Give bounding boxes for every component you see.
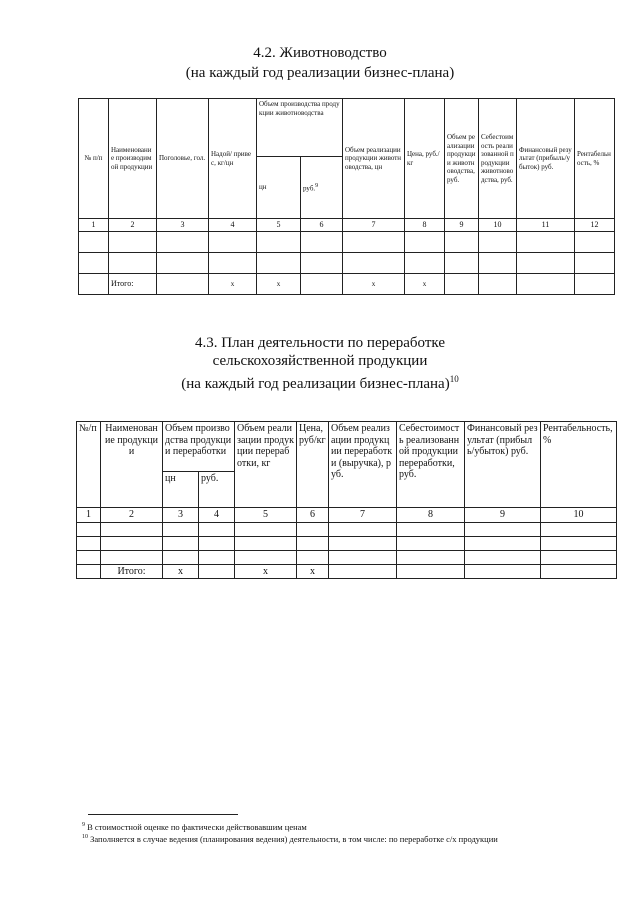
header-production-volume: Объем производства продукции животноводства (257, 99, 343, 157)
x-mark: х (257, 274, 301, 295)
x-mark: х (343, 274, 405, 295)
x-mark: х (163, 564, 199, 579)
header-price: Цена, руб./кг (405, 99, 445, 219)
footnote-9-mark: 9 (82, 822, 85, 828)
footnote-separator (88, 814, 238, 815)
header-fin-result: Финансовый результат (прибыль/убыток) руб. (465, 422, 541, 508)
table-row (79, 232, 615, 253)
x-mark: х (405, 274, 445, 295)
col-num: 12 (575, 219, 615, 232)
col-num: 8 (397, 508, 465, 523)
header-head-count: Поголовье, гол. (157, 99, 209, 219)
col-num: 3 (157, 219, 209, 232)
col-num: 5 (235, 508, 297, 523)
section-4-3-title-line2: сельскохозяйственной продукции (212, 353, 428, 369)
col-num: 5 (257, 219, 301, 232)
header-volume-rub-label: руб. (303, 184, 316, 193)
total-row (79, 274, 615, 295)
col-num: 4 (199, 508, 235, 523)
header-sales-rub: Объем реализации продукции переработки (выручка), руб. (329, 422, 397, 508)
col-num: 7 (343, 219, 405, 232)
col-num: 7 (329, 508, 397, 523)
table-row (79, 253, 615, 274)
header-volume-cn: цн (163, 472, 199, 508)
header-name: Наименование производимой продукции (109, 99, 157, 219)
x-mark: х (235, 564, 297, 579)
col-num: 2 (109, 219, 157, 232)
footnote-9-text: В стоимостной оценке по фактически действовавшим ценам (85, 821, 307, 832)
footnote-9-ref: 9 (315, 183, 319, 190)
x-mark: х (297, 564, 329, 579)
total-row (77, 564, 617, 579)
footnote-10-mark: 10 (82, 834, 88, 840)
col-num: 10 (541, 508, 617, 523)
total-label: Итого: (109, 274, 157, 295)
footnote-9 (82, 820, 307, 832)
section-4-2-subtitle: (на каждый год реализации бизнес-плана) (185, 65, 455, 81)
header-cost: Себестоимость реализованной продукции переработки, руб. (397, 422, 465, 508)
header-yield: Надой/ привес, кг/цн (209, 99, 257, 219)
col-num: 3 (163, 508, 199, 523)
header-name: Наименование продукции (101, 422, 163, 508)
section-4-3-title-line3 (0, 370, 640, 393)
header-profitability: Рентабельность, % (575, 99, 615, 219)
footnote-10-text: Заполняется в случае ведения (планирования ведения) деятельности, в том числе: по переработке с/х продукции (88, 833, 498, 844)
col-num: 6 (301, 219, 343, 232)
header-sales-rub: Объем реализации продукции животноводства, руб. (445, 99, 479, 219)
header-num: № п/п (79, 99, 109, 219)
table-row (77, 536, 617, 550)
section-4-3-title-text: (на каждый год реализации бизнес-плана) (181, 376, 450, 392)
col-num: 6 (297, 508, 329, 523)
col-num: 2 (101, 508, 163, 523)
header-fin-result: Финансовый результат (прибыль/убыток) руб. (517, 99, 575, 219)
header-volume-cn: цн (257, 157, 301, 219)
livestock-table (78, 98, 615, 295)
table-row (77, 550, 617, 564)
table-row (77, 522, 617, 536)
processing-table (76, 421, 617, 579)
header-volume-rub: руб. (199, 472, 235, 508)
col-num: 9 (465, 508, 541, 523)
header-price: Цена, руб/кг (297, 422, 329, 508)
section-4-3-title-line1: 4.3. План деятельности по переработке (195, 335, 445, 351)
header-cost: Себестоимость реализованной продукции животноводства, руб. (479, 99, 517, 219)
section-4-2-title: 4.2. Животноводство (253, 45, 387, 61)
col-num: 9 (445, 219, 479, 232)
header-profitability: Рентабельность, % (541, 422, 617, 508)
footnote-10 (82, 832, 498, 844)
header-volume-rub (301, 157, 343, 219)
header-sales-volume: Объем реализации продукции животноводства, цн (343, 99, 405, 219)
header-production-volume: Объем производства продукции переработки (163, 422, 235, 472)
header-sales-volume: Объем реализации продукции переработки, кг (235, 422, 297, 508)
col-num: 1 (79, 219, 109, 232)
col-num: 11 (517, 219, 575, 232)
footnote-10-ref: 10 (449, 374, 459, 384)
col-num: 8 (405, 219, 445, 232)
header-num: №/п (77, 422, 101, 508)
total-label: Итого: (101, 564, 163, 579)
col-num: 1 (77, 508, 101, 523)
col-num: 10 (479, 219, 517, 232)
x-mark: х (209, 274, 257, 295)
col-num: 4 (209, 219, 257, 232)
